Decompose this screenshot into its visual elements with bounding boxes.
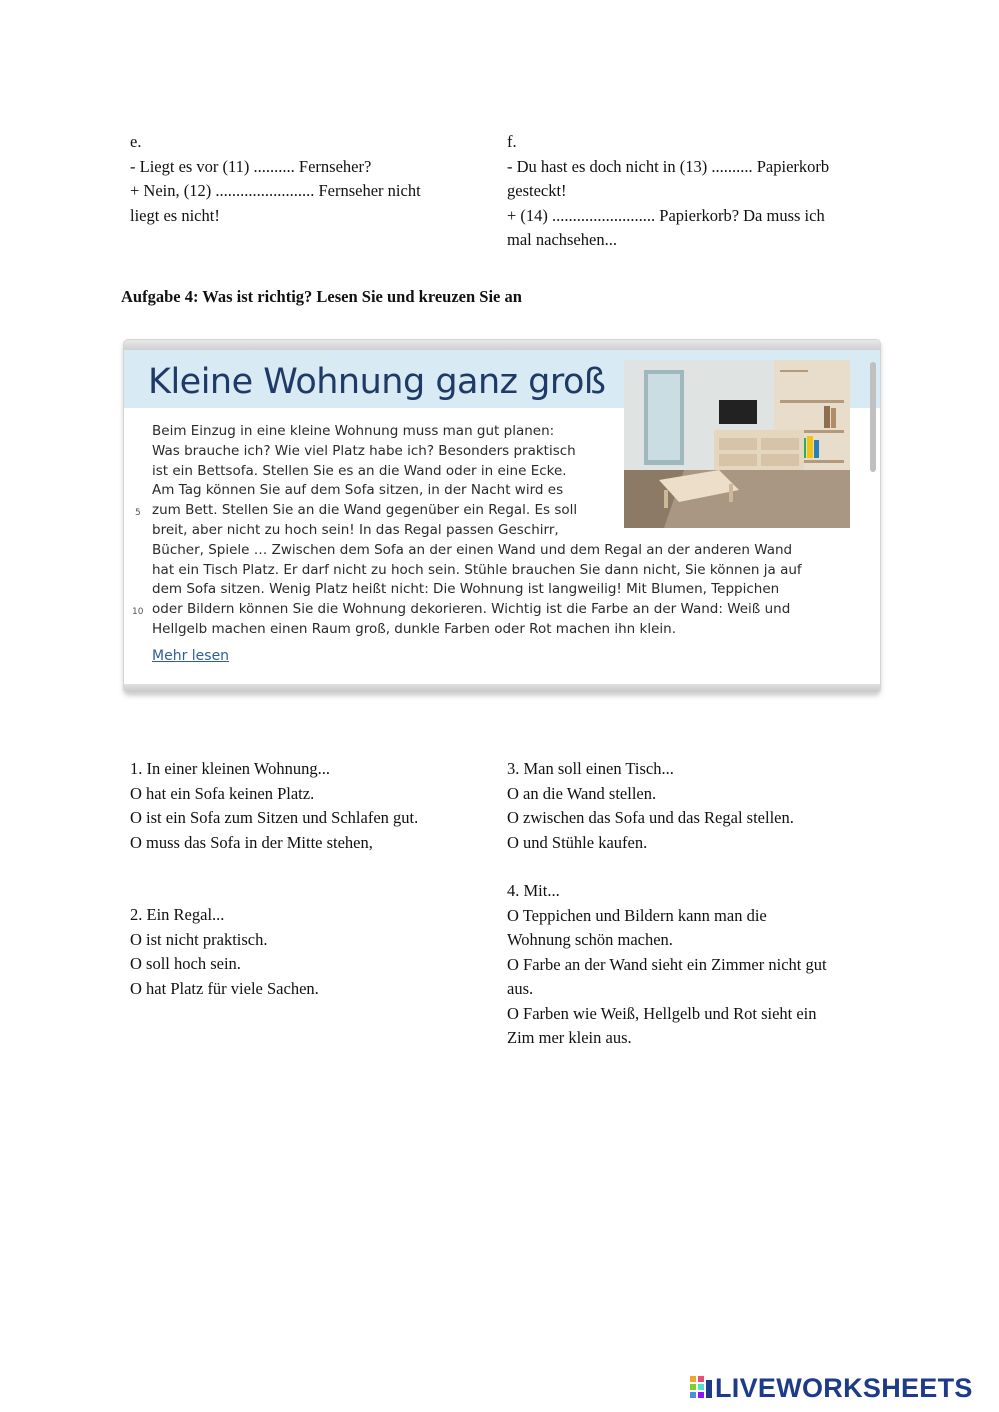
- question-3-option[interactable]: O und Stühle kaufen.: [507, 832, 648, 852]
- exercise-f-label: f.: [507, 132, 517, 151]
- task4-heading: Aufgabe 4: Was ist richtig? Lesen Sie und kreuzen Sie an: [121, 287, 522, 306]
- article-line: Am Tag können Sie auf dem Sofa sitzen, in der Nacht wird es: [152, 482, 564, 499]
- logo-text: LIVEWORKSHEETS: [715, 1372, 973, 1403]
- question-3-stem: 3. Man soll einen Tisch...: [507, 759, 674, 778]
- question-3-option[interactable]: O zwischen das Sofa und das Regal stellen.: [507, 808, 794, 827]
- article-top-bar: [124, 340, 880, 350]
- question-2-option[interactable]: O ist nicht praktisch.: [130, 929, 268, 949]
- exercise-e: [130, 130, 470, 228]
- question-1-option[interactable]: O muss das Sofa in der Mitte stehen,: [130, 832, 373, 852]
- exercise-f-line-2: gesteckt!: [507, 181, 567, 200]
- question-2-option[interactable]: O hat Platz für viele Sachen.: [130, 978, 319, 998]
- question-2: [130, 903, 319, 1001]
- question-4: [507, 879, 827, 1051]
- article-line: hat ein Tisch Platz. Er darf nicht zu hoch sein. Stühle brauchen Sie dann nicht, Sie können ja auf: [152, 561, 802, 578]
- exercise-f-line-1: - Du hast es doch nicht in (13) .......... Papierkorb: [507, 156, 830, 176]
- article-line: Hellgelb machen einen Raum groß, dunkle Farben oder Rot machen ihn klein.: [152, 620, 676, 637]
- question-4-option[interactable]: O Farbe an der Wand sieht ein Zimmer nicht gut: [507, 954, 827, 974]
- article-line: Was brauche ich? Wie viel Platz habe ich? Besonders praktisch: [152, 442, 576, 459]
- question-1-stem: 1. In einer kleinen Wohnung...: [130, 759, 330, 778]
- article-line: ist ein Bettsofa. Stellen Sie es an die Wand oder in eine Ecke.: [152, 462, 567, 479]
- exercise-e-line-1: - Liegt es vor (11) .......... Fernseher?: [130, 156, 372, 176]
- article-panel: [124, 340, 880, 692]
- question-1: [130, 757, 418, 855]
- question-4-option-cont: aus.: [507, 979, 534, 998]
- question-4-stem: 4. Mit...: [507, 881, 560, 900]
- line-number-10: 10: [132, 607, 144, 617]
- question-3: [507, 757, 794, 855]
- logo-icon: [690, 1376, 712, 1400]
- article-title: Kleine Wohnung ganz groß: [148, 362, 606, 402]
- question-2-option[interactable]: O soll hoch sein.: [130, 954, 241, 973]
- line-number-5: 5: [135, 508, 141, 518]
- question-4-option-cont: Zim mer klein aus.: [507, 1028, 632, 1047]
- article-line: Beim Einzug in eine kleine Wohnung muss man gut planen:: [152, 423, 555, 439]
- article-body: [152, 422, 802, 640]
- question-3-option[interactable]: O an die Wand stellen.: [507, 783, 657, 803]
- scrollbar[interactable]: [870, 362, 876, 472]
- exercise-e-label: e.: [130, 132, 142, 151]
- article-bottom-bar: [124, 684, 880, 692]
- exercise-e-line-2: + Nein, (12) ........................ Fernseher nicht: [130, 181, 421, 200]
- article-line: oder Bildern können Sie die Wohnung dekorieren. Wichtig ist die Farbe an der Wand: Weiß und: [152, 601, 791, 618]
- article-line: Bücher, Spiele … Zwischen dem Sofa an der einen Wand und dem Regal an der anderen Wand: [152, 541, 793, 558]
- liveworksheets-logo: [690, 1372, 973, 1404]
- question-1-option[interactable]: O ist ein Sofa zum Sitzen und Schlafen gut.: [130, 808, 419, 827]
- question-4-option[interactable]: O Teppichen und Bildern kann man die: [507, 905, 767, 925]
- exercise-f: [507, 130, 877, 253]
- article-line: breit, aber nicht zu hoch sein! In das Regal passen Geschirr,: [152, 521, 559, 538]
- exercise-f-line-4: mal nachsehen...: [507, 230, 617, 249]
- question-1-option[interactable]: O hat ein Sofa keinen Platz.: [130, 783, 315, 803]
- more-link[interactable]: Mehr lesen: [152, 648, 230, 664]
- exercise-e-line-3: liegt es nicht!: [130, 205, 220, 225]
- question-4-option[interactable]: O Farben wie Weiß, Hellgelb und Rot sieht ein: [507, 1003, 817, 1023]
- question-2-stem: 2. Ein Regal...: [130, 905, 225, 924]
- exercise-f-line-3: + (14) ......................... Papierkorb? Da muss ich: [507, 205, 825, 225]
- article-line: zum Bett. Stellen Sie an die Wand gegenüber ein Regal. Es soll: [152, 502, 578, 519]
- article-line: dem Sofa sitzen. Wenig Platz heißt nicht: Die Wohnung ist langweilig! Mit Blumen, Teppichen: [152, 581, 780, 598]
- question-4-option-cont: Wohnung schön machen.: [507, 930, 673, 949]
